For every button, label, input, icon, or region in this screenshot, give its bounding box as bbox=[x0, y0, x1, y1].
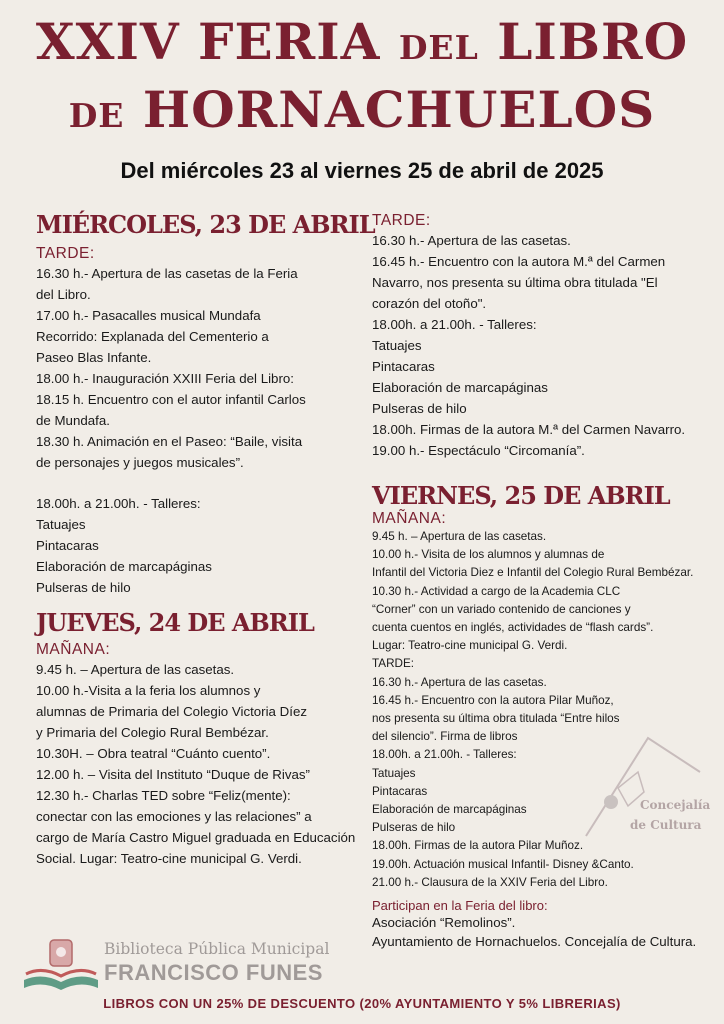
schedule-line: Recorrido: Explanada del Cementerio a bbox=[36, 329, 269, 344]
thursday-block bbox=[36, 641, 356, 869]
schedule-line: 18.15 h. Encuentro con el autor infantil Carlos bbox=[36, 392, 306, 407]
schedule-line: Elaboración de marcapáginas bbox=[372, 803, 527, 817]
library-name-line2: FRANCISCO FUNES bbox=[104, 960, 323, 985]
culture-logo-line2: de Cultura bbox=[630, 818, 702, 832]
schedule-line: Lugar: Teatro-cine municipal G. Verdi. bbox=[372, 639, 568, 653]
schedule-line: 16.30 h.- Apertura de las casetas. bbox=[372, 233, 571, 248]
title-line-2 bbox=[0, 80, 724, 139]
schedule-line: del Libro. bbox=[36, 287, 91, 302]
schedule-line: 9.45 h. – Apertura de las casetas. bbox=[36, 662, 235, 677]
schedule-line: 16.45 h.- Encuentro con la autora Pilar Muñoz, bbox=[372, 693, 614, 707]
schedule-line: 12.30 h.- Charlas TED sobre “Feliz(mente): bbox=[36, 788, 291, 803]
schedule-line: Pintacaras bbox=[372, 359, 435, 374]
schedule-line: “Corner” con un variado contenido de canciones y bbox=[372, 602, 631, 616]
schedule-line: 18.00h. a 21.00h. - Talleres: bbox=[372, 317, 537, 332]
culture-logo-line1: Concejalía bbox=[640, 798, 711, 812]
schedule-line: Navarro, nos presenta su última obra titulada "El bbox=[372, 275, 658, 290]
schedule-line: Ayuntamiento de Hornachuelos. Concejalía de Cultura. bbox=[372, 934, 697, 950]
schedule-line: Social. Lugar: Teatro-cine municipal G. Verdi. bbox=[36, 851, 302, 866]
wednesday-workshops bbox=[36, 493, 356, 598]
open-book-icon bbox=[20, 936, 102, 996]
thursday-section: MAÑANA: bbox=[36, 641, 111, 658]
schedule-line: de Mundafa. bbox=[36, 413, 110, 428]
schedule-line: 18.00h. Firmas de la autora Pilar Muñoz. bbox=[372, 839, 584, 853]
schedule-line: y Primaria del Colegio Rural Bembézar. bbox=[36, 725, 269, 740]
schedule-line: Infantil del Victoria Diez e Infantil del Colegio Rural Bembézar. bbox=[372, 566, 694, 580]
schedule-line: cargo de María Castro Miguel graduada en Educación bbox=[36, 830, 356, 845]
schedule-line: 10.30H. – Obra teatral “Cuánto cuento”. bbox=[36, 746, 271, 761]
wednesday-schedule bbox=[36, 263, 356, 473]
schedule-line: del silencio”. Firma de libros bbox=[372, 730, 518, 744]
schedule-line: 21.00 h.- Clausura de la XXIV Feria del Libro. bbox=[372, 875, 608, 889]
schedule-line: Pulseras de hilo bbox=[372, 401, 467, 416]
schedule-line: Tatuajes bbox=[36, 517, 86, 532]
schedule-line: 19.00 h.- Espectáculo “Circomanía”. bbox=[372, 443, 585, 458]
participants-list bbox=[372, 913, 717, 951]
schedule-line: Pulseras de hilo bbox=[372, 821, 456, 835]
thursday-schedule bbox=[36, 659, 356, 869]
schedule-line: 19.00h. Actuación musical Infantil- Disney &Canto. bbox=[372, 857, 634, 871]
friday-heading: VIERNES, 25 DE ABRIL bbox=[372, 481, 670, 510]
schedule-line: 10.30 h.- Actividad a cargo de la Academia CLC bbox=[372, 584, 621, 598]
culture-logo bbox=[578, 732, 711, 842]
schedule-line: 16.45 h.- Encuentro con la autora M.ª del Carmen bbox=[372, 254, 666, 269]
schedule-line: 9.45 h. – Apertura de las casetas. bbox=[372, 530, 547, 543]
thursday-afternoon-section: TARDE: bbox=[372, 212, 431, 229]
title-part-c: LIBRO bbox=[478, 12, 689, 71]
schedule-line: 12.00 h. – Visita del Instituto “Duque de Rivas” bbox=[36, 767, 310, 782]
library-logo bbox=[20, 936, 330, 996]
schedule-line: Asociación “Remolinos”. bbox=[372, 915, 516, 931]
schedule-line: alumnas de Primaria del Colegio Victoria Díez bbox=[36, 704, 307, 719]
library-name-line1: Biblioteca Pública Municipal bbox=[104, 940, 330, 958]
schedule-line: Elaboración de marcapáginas bbox=[372, 380, 548, 395]
wednesday-block bbox=[36, 245, 356, 598]
wednesday-heading: MIÉRCOLES, 23 DE ABRIL bbox=[36, 210, 375, 239]
schedule-line: 18.00h. a 21.00h. - Talleres: bbox=[372, 748, 517, 762]
schedule-line: 17.00 h.- Pasacalles musical Mundafa bbox=[36, 308, 261, 323]
title-part-a: XXIV FERIA bbox=[35, 12, 399, 71]
schedule-line: Tatuajes bbox=[372, 338, 422, 353]
schedule-line: Tatuajes bbox=[372, 766, 416, 780]
schedule-line: 18.30 h. Animación en el Paseo: “Baile, visita bbox=[36, 434, 303, 449]
wednesday-section: TARDE: bbox=[36, 245, 95, 262]
schedule-line: 18.00h. a 21.00h. - Talleres: bbox=[36, 496, 201, 511]
discount-footer: LIBROS CON UN 25% DE DESCUENTO (20% AYUNTAMIENTO Y 5% LIBRERIAS) bbox=[103, 996, 621, 1011]
thursday-heading: JUEVES, 24 DE ABRIL bbox=[36, 608, 314, 637]
participants-heading: Participan en la Feria del libro: bbox=[372, 898, 548, 914]
schedule-line: Pintacaras bbox=[372, 784, 428, 798]
schedule-line: cuenta cuentos en inglés, actividades de “flash cards”. bbox=[372, 621, 654, 635]
title-part-e: HORNACHUELOS bbox=[124, 80, 656, 139]
title-part-d: DE bbox=[68, 96, 125, 135]
schedule-line: 18.00 h.- Inauguración XXIII Feria del Libro: bbox=[36, 371, 294, 386]
schedule-line: nos presenta su última obra titulada “Entre hilos bbox=[372, 712, 620, 726]
schedule-line: corazón del otoño". bbox=[372, 296, 487, 311]
schedule-line: 10.00 h.-Visita a la feria los alumnos y bbox=[36, 683, 261, 698]
schedule-line: Elaboración de marcapáginas bbox=[36, 559, 212, 574]
schedule-line: conectar con las emociones y las relaciones” a bbox=[36, 809, 312, 824]
schedule-line: Pintacaras bbox=[36, 538, 99, 553]
schedule-line: Pulseras de hilo bbox=[36, 580, 131, 595]
schedule-line: 16.30 h.- Apertura de las casetas. bbox=[372, 675, 547, 689]
schedule-line: TARDE: bbox=[372, 657, 414, 671]
schedule-line: 16.30 h.- Apertura de las casetas de la Feria bbox=[36, 266, 298, 281]
left-column bbox=[36, 210, 375, 869]
title-line-1 bbox=[0, 12, 724, 71]
schedule-line: 10.00 h.- Visita de los alumnos y alumnas de bbox=[372, 548, 605, 562]
schedule-line: 18.00h. Firmas de la autora M.ª del Carmen Navarro. bbox=[372, 422, 686, 437]
schedule-line: de personajes y juegos musicales”. bbox=[36, 455, 244, 470]
friday-section: MAÑANA: bbox=[372, 510, 447, 527]
title-part-b: DEL bbox=[398, 28, 479, 67]
event-dates: Del miércoles 23 al viernes 25 de abril de 2025 bbox=[120, 158, 604, 183]
thursday-afternoon-schedule bbox=[372, 230, 717, 461]
schedule-line: Paseo Blas Infante. bbox=[36, 350, 152, 365]
